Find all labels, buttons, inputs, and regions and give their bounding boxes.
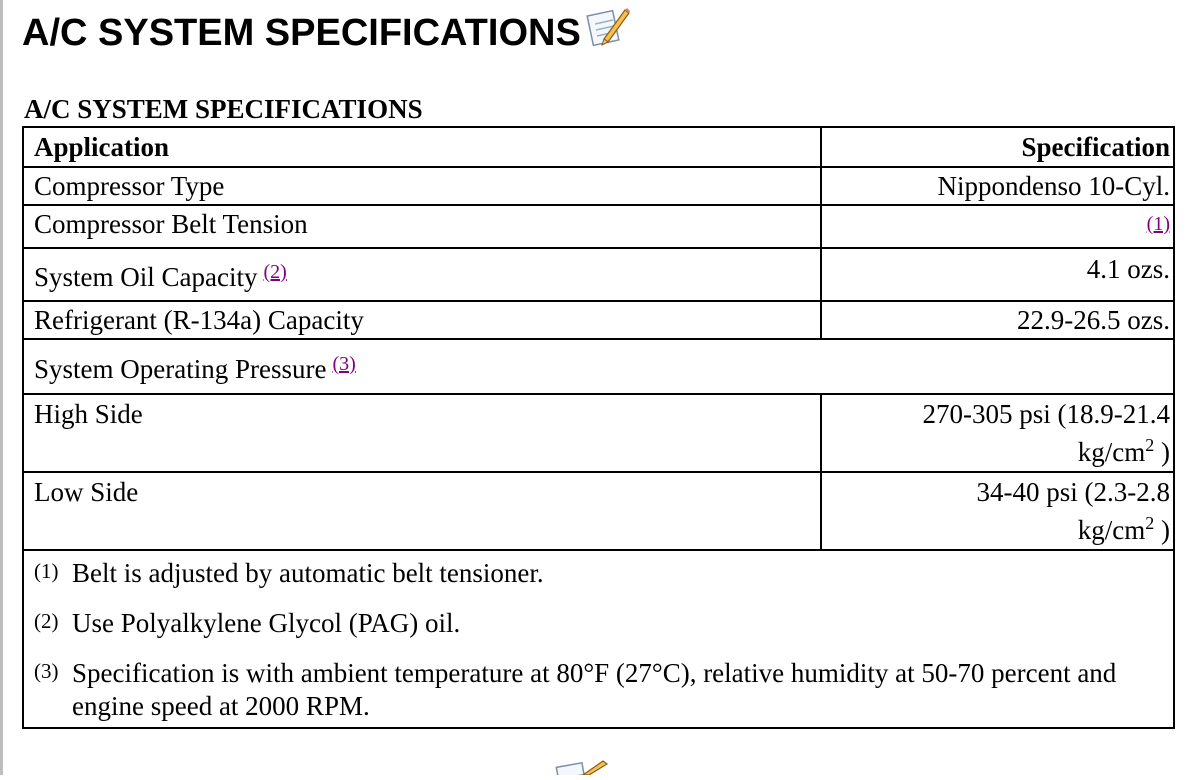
page-title: A/C SYSTEM SPECIFICATIONS [22, 10, 631, 61]
row-application: Compressor Belt Tension [23, 205, 821, 248]
footnotes-row [23, 550, 1174, 728]
table-row [23, 472, 1174, 550]
specifications-table [22, 126, 1175, 729]
header-specification: Specification [821, 127, 1174, 167]
notepad-pencil-icon[interactable] [585, 4, 631, 61]
row-specification [821, 205, 1174, 248]
row-specification: 4.1 ozs. [821, 248, 1174, 301]
row-application: System Oil Capacity $^{(2)}$ [23, 248, 821, 301]
row-specification: 34-40 psi (2.3-2.8 $kg/cm^2$ ) [821, 472, 1174, 550]
footnote-link-3[interactable]: (3) [332, 353, 356, 375]
row-application: System Operating Pressure $^{(3)}$ [23, 339, 1174, 394]
row-specification: 270-305 psi (18.9-21.4 $kg/cm^2$ ) [821, 394, 1174, 472]
row-specification: Nippondenso 10-Cyl. [821, 167, 1174, 205]
footnote: (2) Use Polyalkylene Glycol (PAG) oil. [34, 608, 461, 638]
row-application: Refrigerant (R-134a) Capacity [23, 301, 821, 339]
left-border [0, 0, 3, 775]
notepad-pencil-icon[interactable] [555, 760, 611, 780]
footnotes [23, 550, 1174, 728]
row-application: Compressor Type [23, 167, 821, 205]
footnote-link-2[interactable]: (2) [263, 261, 287, 283]
table-row [23, 301, 1174, 339]
table-row [23, 205, 1174, 248]
row-application: Low Side [23, 472, 821, 550]
section-title: A/C SYSTEM SPECIFICATIONS [24, 94, 423, 124]
row-application: High Side [23, 394, 821, 472]
footnote: (1) Belt is adjusted by automatic belt tensioner. [34, 558, 544, 588]
table-row [23, 394, 1174, 472]
table-header-row [23, 127, 1174, 167]
table-row [23, 167, 1174, 205]
footnote: (3) Specification is with ambient temperature at 80°F (27°C), relative humidity at 50-70 percent and engine speed at 2000 RPM. [34, 658, 1117, 721]
footnote-link-1[interactable]: (1) [1146, 213, 1170, 235]
row-specification: 22.9-26.5 ozs. [821, 301, 1174, 339]
table-row [23, 248, 1174, 301]
table-row [23, 339, 1174, 394]
header-application: Application [23, 127, 821, 167]
